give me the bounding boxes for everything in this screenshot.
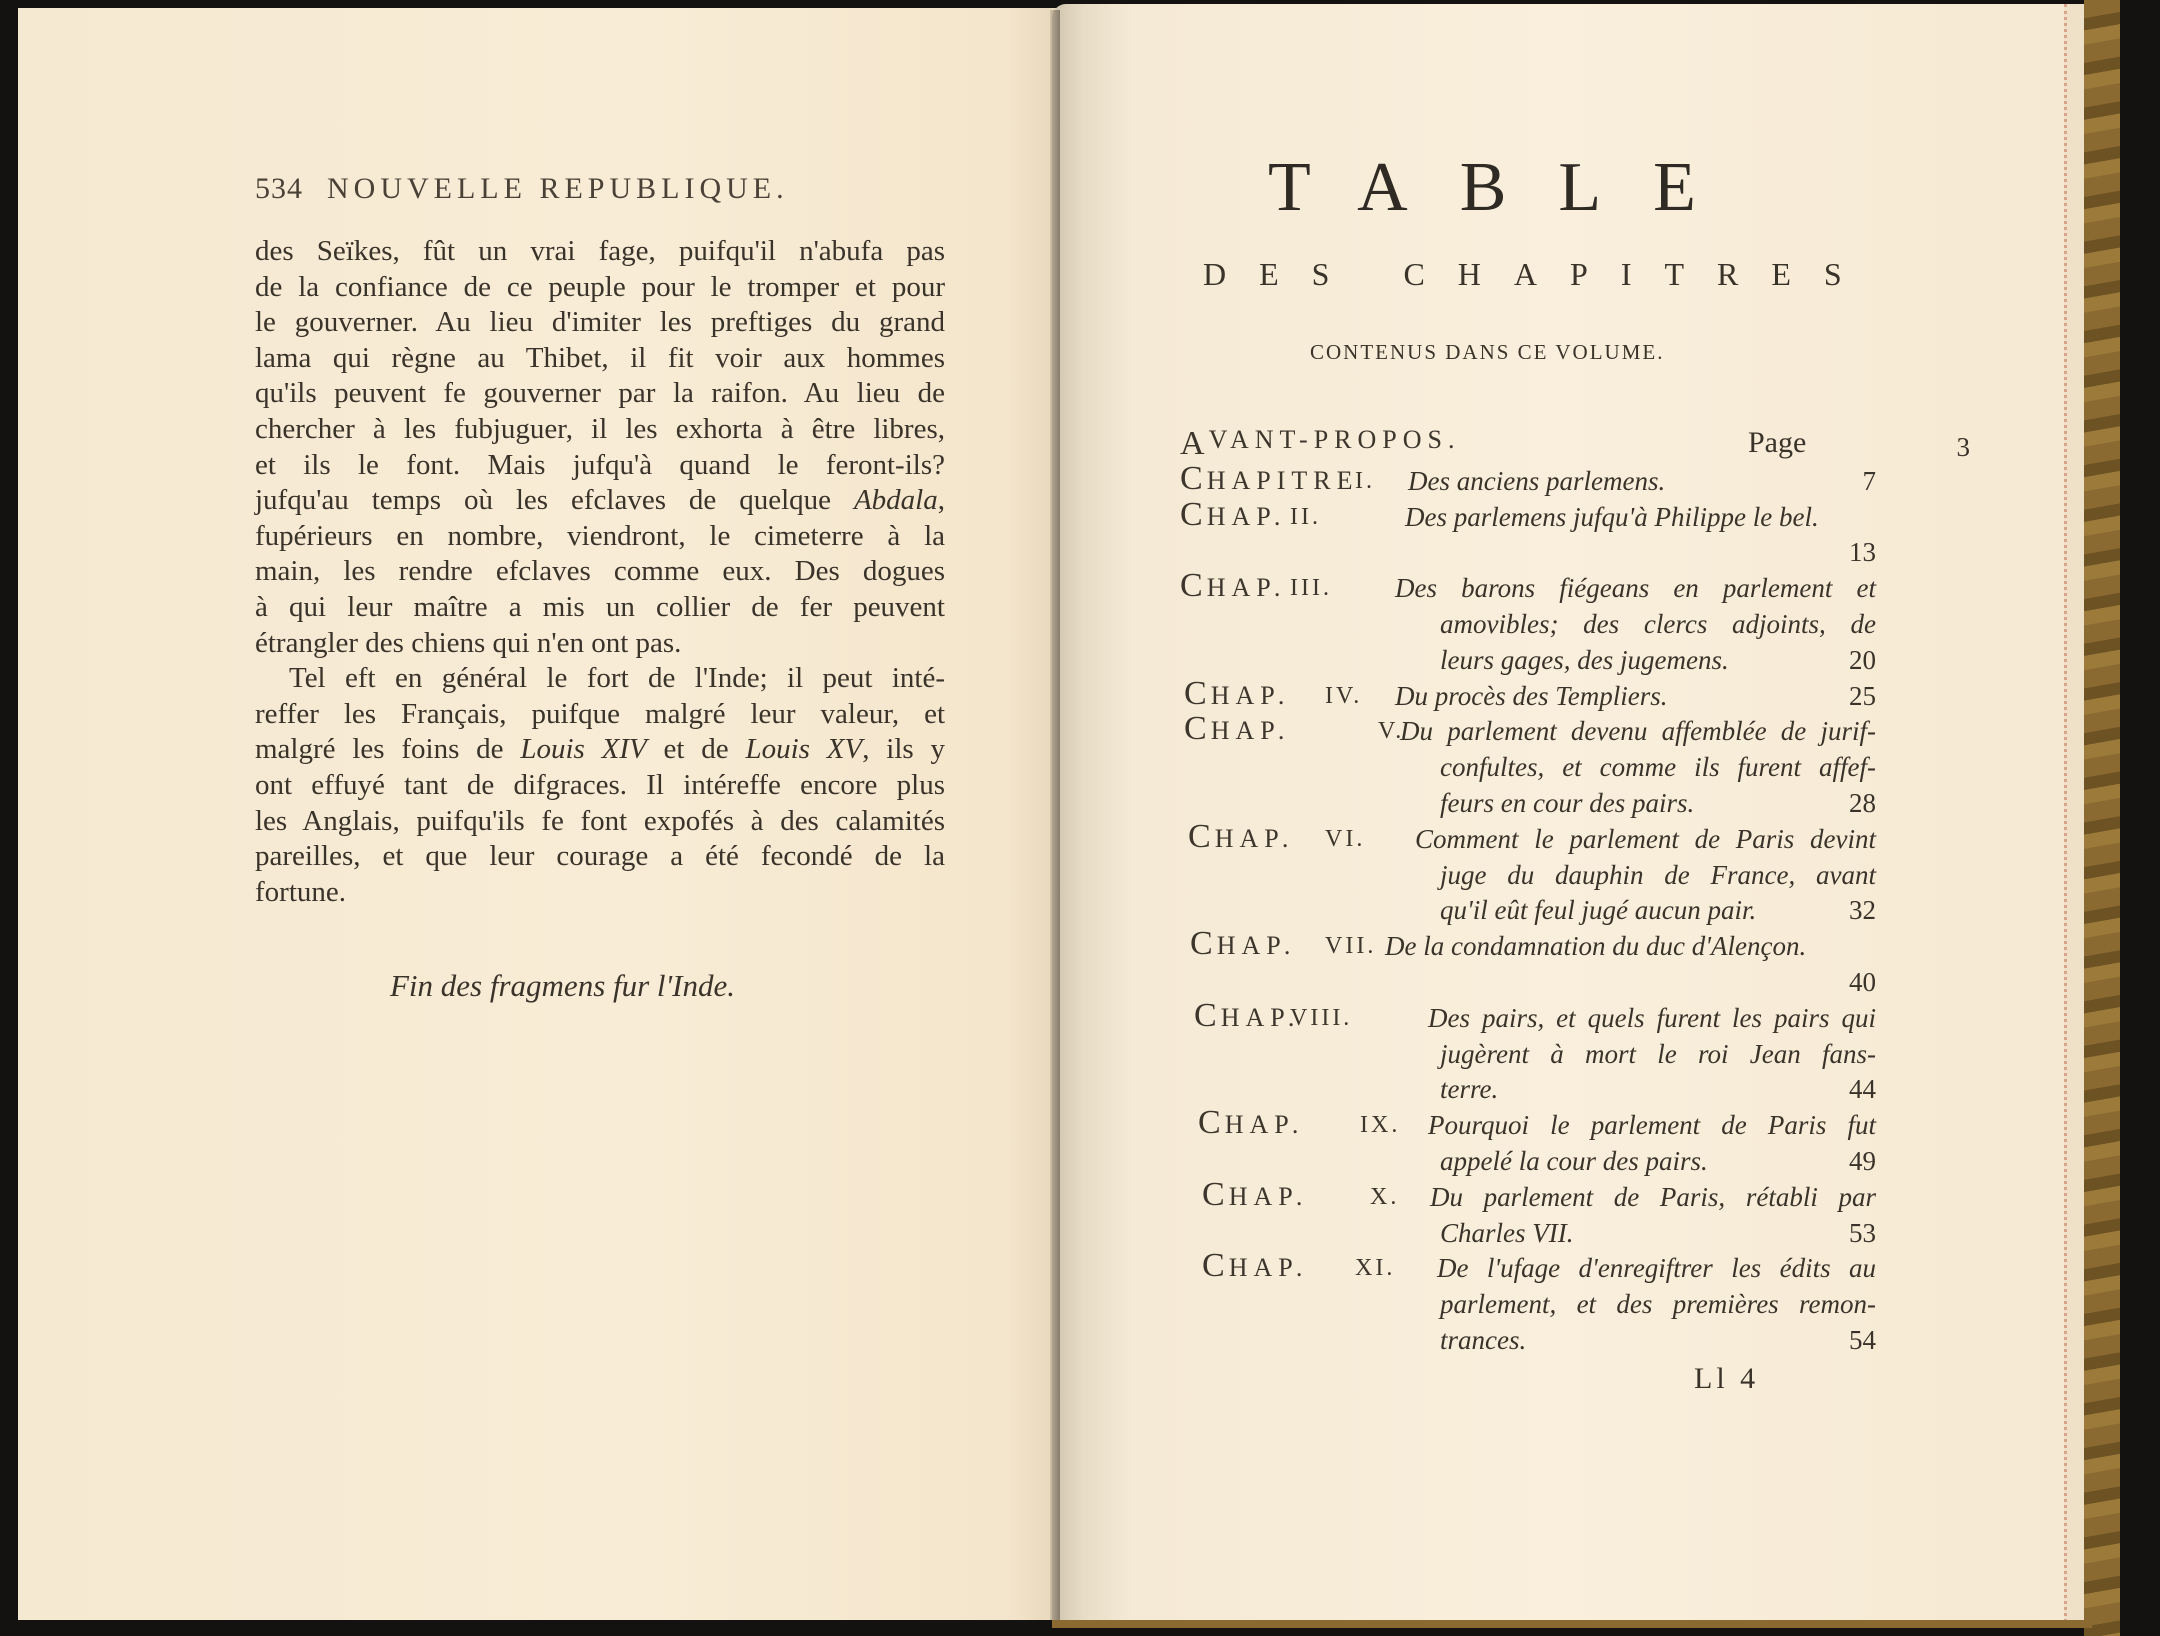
toc-title-line: parlement, et des premières remon- xyxy=(1440,1289,1876,1320)
label-rest: HAP. xyxy=(1220,1002,1301,1032)
chapter-numeral: VIII. xyxy=(1290,1004,1353,1031)
toc-chapter-label xyxy=(1190,925,1296,963)
label-rest: HAP. xyxy=(1210,716,1291,746)
body-line: et ils le font. Mais jufqu'à quand le feront-ils? xyxy=(255,448,945,481)
signature-mark: Ll 4 xyxy=(1694,1362,1760,1395)
toc-chapter-label xyxy=(1202,1247,1308,1285)
body-line: à qui leur maître a mis un collier de fer peuvent xyxy=(255,591,945,623)
toc-chapter-label xyxy=(1184,675,1290,713)
drop-capital: C xyxy=(1198,1104,1225,1142)
toc-title-line: terre. xyxy=(1440,1074,1499,1105)
body-line: fortune. xyxy=(255,875,346,908)
running-title: NOUVELLE REPUBLIQUE. xyxy=(327,172,789,205)
toc-page-number: 53 xyxy=(1849,1217,1876,1248)
toc-title-line: jugèrent à mort le roi Jean fans- xyxy=(1440,1038,1876,1069)
toc-title-line: De la condamnation du duc d'Alençon. xyxy=(1385,931,1807,962)
toc-title-line: Charles VII. xyxy=(1440,1217,1574,1248)
toc-title-line: Pourquoi le parlement de Paris fut xyxy=(1428,1110,1876,1141)
running-head xyxy=(255,172,789,206)
drop-capital: C xyxy=(1188,817,1215,855)
toc-title-line: feurs en cour des pairs. xyxy=(1440,788,1695,818)
drop-capital: C xyxy=(1180,459,1207,497)
drop-capital: C xyxy=(1184,674,1211,712)
body-line: pareilles, et que leur courage a été fecondé de la xyxy=(255,840,945,873)
chapter-numeral: V. xyxy=(1378,718,1405,745)
toc-title-line: qu'il eût feul jugé aucun pair. xyxy=(1440,895,1757,926)
toc-title-line: appelé la cour des pairs. xyxy=(1440,1146,1708,1176)
label-rest: HAP. xyxy=(1228,1253,1309,1283)
label-rest: HAP. xyxy=(1214,823,1295,853)
chapter-numeral: VII. xyxy=(1325,933,1377,960)
page-title: TABLE xyxy=(1268,149,1748,226)
drop-capital: C xyxy=(1180,495,1207,533)
book-gutter xyxy=(1050,10,1060,1620)
toc-page-number: 40 xyxy=(1849,967,1876,997)
chapter-numeral: X. xyxy=(1370,1183,1400,1210)
body-line: Tel eft en général le fort de l'Inde; il peut inté- xyxy=(289,662,945,695)
toc-title-line: Du parlement de Paris, rétabli par xyxy=(1430,1181,1876,1212)
drop-capital: C xyxy=(1184,710,1211,748)
toc-title-line: Comment le parlement de Paris devint xyxy=(1415,823,1876,854)
drop-capital: A xyxy=(1180,425,1209,462)
body-line: des Seïkes, fût un vrai fage, puifqu'il n'abufa pas xyxy=(255,235,945,267)
toc-page-number: 28 xyxy=(1849,788,1876,818)
italic-name: Louis XIV xyxy=(520,733,647,766)
drop-capital: C xyxy=(1190,925,1217,963)
cover-board-edge xyxy=(1052,1620,2092,1628)
body-line: fupérieurs en nombre, viendront, le cimeterre à la xyxy=(255,519,945,552)
body-line: les Anglais, puifqu'ils fe font expofés à des calamités xyxy=(255,804,945,837)
chapter-numeral: III. xyxy=(1290,575,1332,602)
toc-chapter-label xyxy=(1180,460,1358,498)
toc-title-line: Des parlemens jufqu'à Philippe le bel. xyxy=(1405,501,1819,532)
toc-title-line: De l'ufage d'enregiftrer les édits au xyxy=(1437,1253,1876,1284)
toc-page-number: 20 xyxy=(1849,644,1876,675)
chapter-numeral: II. xyxy=(1290,503,1321,530)
leather-binding xyxy=(2084,0,2120,1636)
toc-title-line: amovibles; des clercs adjoints, de xyxy=(1440,609,1876,639)
body-line: reffer les Français, puifque malgré leur valeur, et xyxy=(255,697,945,730)
toc-title-line: Des anciens parlemens. xyxy=(1408,465,1666,496)
toc-title-line: trances. xyxy=(1440,1325,1527,1355)
label-rest: HAP. xyxy=(1206,573,1287,603)
closing-line: Fin des fragmens fur l'Inde. xyxy=(390,968,736,1003)
toc-page-number: 25 xyxy=(1849,680,1876,711)
toc-chapter-label xyxy=(1184,710,1290,748)
toc-title-line: Des pairs, et quels furent les pairs qui xyxy=(1428,1002,1876,1033)
toc-chapter-label xyxy=(1188,818,1294,856)
toc-chapter-label xyxy=(1180,496,1286,534)
label-rest: HAPITRE xyxy=(1206,465,1359,495)
toc-chapter-label xyxy=(1202,1176,1308,1214)
drop-capital: C xyxy=(1180,567,1207,605)
body-line: main, les rendre efclaves comme eux. Des dogues xyxy=(255,555,945,588)
label-rest: HAP. xyxy=(1210,680,1291,710)
toc-page-number: 3 xyxy=(1956,432,1970,462)
body-line: de la confiance de ce peuple pour le tromper et pour xyxy=(255,270,945,303)
toc-page-number: 54 xyxy=(1849,1325,1876,1355)
label-rest: HAP. xyxy=(1206,501,1287,531)
toc-title-line: leurs gages, des jugemens. xyxy=(1440,644,1729,675)
body-line: malgré les foins de Louis XIV et de Louis XV, ils y xyxy=(255,733,945,766)
toc-chapter-label xyxy=(1198,1104,1304,1142)
label-rest: VANT-PROPOS. xyxy=(1208,425,1461,454)
body-line: lama qui règne au Thibet, il fit voir aux hommes xyxy=(255,341,945,374)
toc-page-number: 7 xyxy=(1862,465,1876,496)
page-subheading: CONTENUS DANS CE VOLUME. xyxy=(1310,340,1665,364)
body-line: le gouverner. Au lieu d'imiter les preftiges du grand xyxy=(255,306,945,339)
toc-chapter-label xyxy=(1194,997,1300,1035)
italic-name: Louis XV xyxy=(745,733,863,766)
page-word: Page xyxy=(1748,426,1807,459)
drop-capital: C xyxy=(1194,996,1221,1034)
toc-title-line: Du parlement devenu affemblée de jurif- xyxy=(1400,716,1876,747)
page-subtitle: DES CHAPITRES xyxy=(1203,256,1875,292)
toc-chapter-label xyxy=(1180,567,1286,605)
chapter-numeral: IX. xyxy=(1360,1112,1401,1139)
body-line: chercher à les fubjuguer, il les exhorta à être libres, xyxy=(255,413,945,445)
body-line: qu'ils peuvent fe gouverner par la raifon. Au lieu de xyxy=(255,377,945,410)
drop-capital: C xyxy=(1202,1247,1229,1285)
italic-name: Abdala xyxy=(853,484,938,517)
toc-chapter-label xyxy=(1180,424,1460,464)
body-line: jufqu'au temps où les efclaves de quelque Abdala, xyxy=(255,484,945,517)
toc-title-line: Du procès des Templiers. xyxy=(1395,680,1668,711)
chapter-numeral: XI. xyxy=(1355,1255,1396,1282)
chapter-numeral: VI. xyxy=(1325,825,1366,852)
toc-title-line: Des barons fiégeans en parlement et xyxy=(1395,573,1876,604)
body-line: ont effuyé tant de difgraces. Il intéreffe encore plus xyxy=(255,769,945,801)
toc-page-number: 49 xyxy=(1849,1146,1876,1176)
toc-page-number: 32 xyxy=(1849,895,1876,926)
toc-title-line: juge du dauphin de France, avant xyxy=(1440,859,1876,890)
body-line: étrangler des chiens qui n'en ont pas. xyxy=(255,626,682,659)
chapter-numeral: I. xyxy=(1355,467,1375,494)
label-rest: HAP. xyxy=(1228,1181,1309,1211)
label-rest: HAP. xyxy=(1224,1110,1305,1140)
toc-page-number: 13 xyxy=(1849,537,1876,568)
label-rest: HAP. xyxy=(1216,931,1297,961)
drop-capital: C xyxy=(1202,1175,1229,1213)
page-fore-edge xyxy=(2064,4,2086,1622)
chapter-numeral: IV. xyxy=(1325,682,1363,709)
toc-title-line: confultes, et comme ils furent affef- xyxy=(1440,752,1876,783)
page-number: 534 xyxy=(255,172,303,205)
toc-page-number: 44 xyxy=(1849,1074,1876,1105)
